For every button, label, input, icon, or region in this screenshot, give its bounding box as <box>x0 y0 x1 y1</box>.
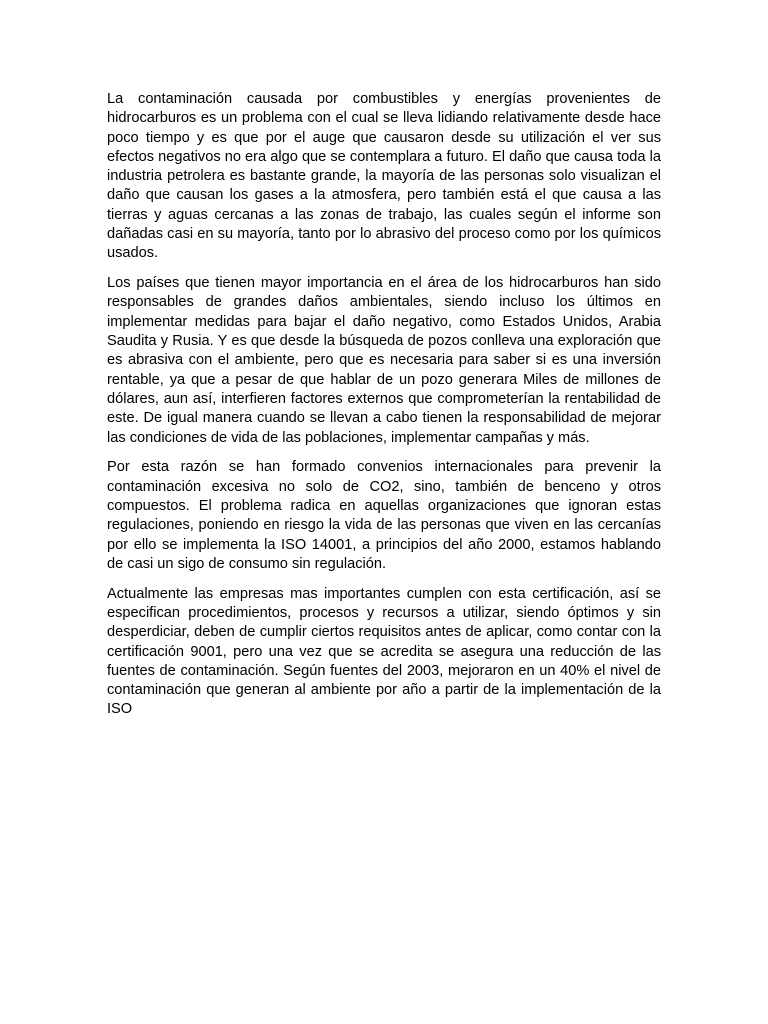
paragraph-1: La contaminación causada por combustibles y energías provenientes de hidrocarburos es un problema con el cual se lleva lidiando relativamente desde hace poco tiempo y es que por el auge que causaron desde su utilización el ver sus efectos negativos no era algo que se contemplara a futuro. El daño que causa toda la industria petrolera es bastante grande, la mayoría de las personas solo visualizan el daño que causan los gases a la atmosfera, pero también está el que causa a las tierras y aguas cercanas a las zonas de trabajo, las cuales según el informe son dañadas casi en su mayoría, tanto por lo abrasivo del proceso como por los químicos usados. <box>107 91 661 262</box>
document-body <box>107 90 661 730</box>
paragraph-4: Actualmente las empresas mas importantes cumplen con esta certificación, así se especifican procedimientos, procesos y recursos a utilizar, siendo óptimos y sin desperdiciar, deben de cumplir ciertos requisitos antes de aplicar, como contar con la certificación 9001, pero una vez que se acredita se asegura una reducción de las fuentes de contaminación. Según fuentes del 2003, mejoraron en un 40% el nivel de contaminación que generan al ambiente por año a partir de la implementación de la ISO <box>107 585 661 718</box>
paragraph-2: Los países que tienen mayor importancia en el área de los hidrocarburos han sido responsables de grandes daños ambientales, siendo incluso los últimos en implementar medidas para bajar el daño negativo, como Estados Unidos, Arabia Saudita y Rusia. Y es que desde la búsqueda de pozos conlleva una exploración que es abrasiva con el ambiente, pero que es necesaria para saber si es una inversión rentable, ya que a pesar de que hablar de un pozo generara Miles de millones de dólares, aun así, interfieren factores externos que comprometerían la rentabilidad de este. De igual manera cuando se llevan a cabo tienen la responsabilidad de mejorar las condiciones de vida de las poblaciones, implementar campañas y más. <box>107 275 661 446</box>
paragraph-3: Por esta razón se han formado convenios internacionales para prevenir la contaminación excesiva no solo de CO2, sino, también de benceno y otros compuestos. El problema radica en aquellas organizaciones que ignoran estas regulaciones, poniendo en riesgo la vida de las personas que viven en las cercanías por ello se implementa la ISO 14001, a principios del año 2000, estamos hablando de casi un sigo de consumo sin regulación. <box>107 459 661 572</box>
